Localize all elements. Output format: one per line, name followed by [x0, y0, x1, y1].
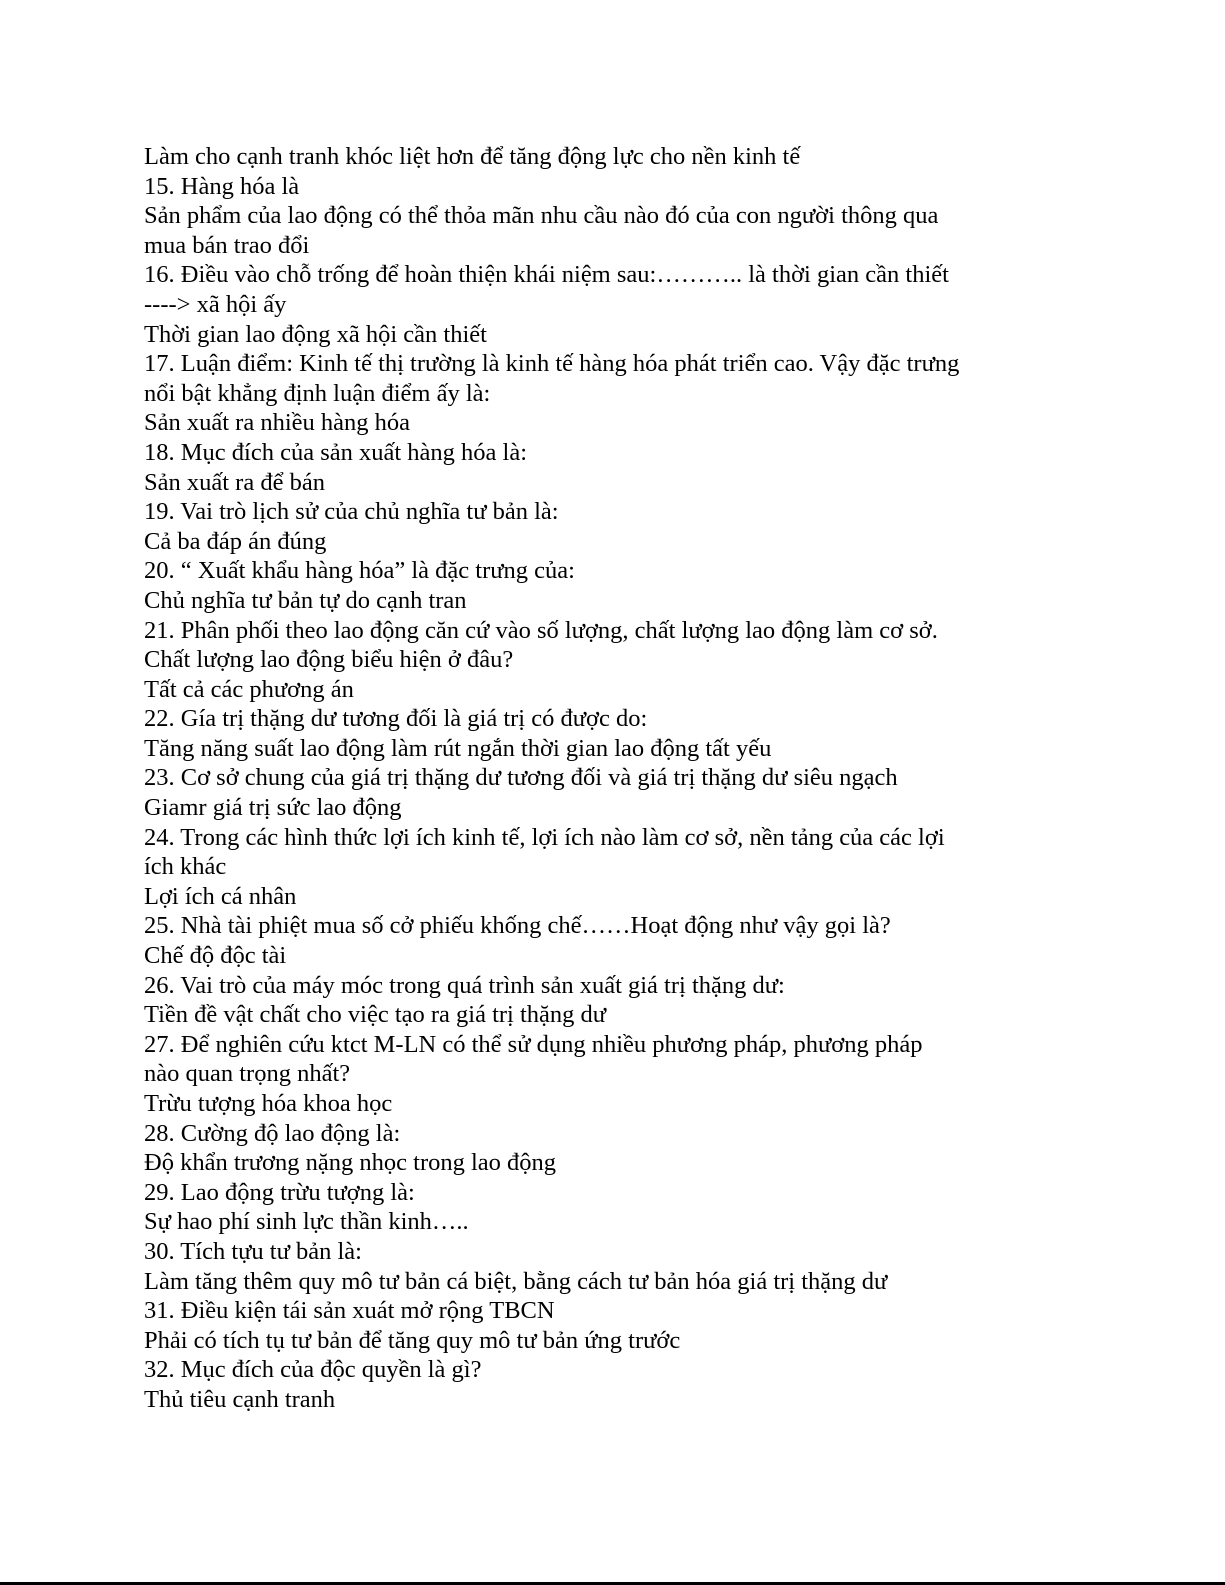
- question-line: 19. Vai trò lịch sử của chủ nghĩa tư bản là:: [144, 498, 559, 526]
- answer-line: Sản phẩm của lao động có thể thỏa mãn nhu cầu nào đó của con người thông qua: [144, 202, 939, 230]
- question-line: 30. Tích tựu tư bản là:: [144, 1237, 362, 1265]
- question-line: ích khác: [144, 853, 227, 881]
- document-body: [144, 142, 1024, 1415]
- question-line: 26. Vai trò của máy móc trong quá trình sản xuất giá trị thặng dư:: [144, 971, 785, 999]
- answer-line: Thủ tiêu cạnh tranh: [144, 1385, 336, 1413]
- answer-line: Chế độ độc tài: [144, 942, 287, 970]
- answer-line: Sản xuất ra để bán: [144, 468, 325, 496]
- answer-line: Tiền đề vật chất cho việc tạo ra giá trị thặng dư: [144, 1001, 607, 1029]
- answer-line: Độ khẩn trương nặng nhọc trong lao động: [144, 1149, 557, 1177]
- answer-line: Chủ nghĩa tư bản tự do cạnh tran: [144, 586, 467, 614]
- question-line: nổi bật khẳng định luận điểm ấy là:: [144, 379, 491, 407]
- answer-line: Cả ba đáp án đúng: [144, 527, 327, 555]
- question-line: 21. Phân phối theo lao động căn cứ vào số lượng, chất lượng lao động làm cơ sở.: [144, 616, 938, 644]
- answer-line: Sản xuất ra nhiều hàng hóa: [144, 409, 411, 437]
- question-line: 22. Gía trị thặng dư tương đối là giá trị có được do:: [144, 705, 648, 733]
- answer-line: mua bán trao đổi: [144, 231, 310, 259]
- question-line: ----> xã hội ấy: [144, 290, 287, 318]
- answer-line: Thời gian lao động xã hội cần thiết: [144, 320, 487, 348]
- question-line: 27. Để nghiên cứu ktct M-LN có thể sử dụng nhiều phương pháp, phương pháp: [144, 1030, 923, 1058]
- answer-line: Tăng năng suất lao động làm rút ngắn thời gian lao động tất yếu: [144, 734, 772, 762]
- answer-line: Tất cả các phương án: [144, 675, 354, 703]
- answer-line: Làm tăng thêm quy mô tư bản cá biệt, bằng cách tư bản hóa giá trị thặng dư: [144, 1267, 888, 1295]
- question-line: 31. Điều kiện tái sản xuát mở rộng TBCN: [144, 1297, 555, 1325]
- question-line: 16. Điều vào chỗ trống để hoàn thiện khái niệm sau:……….. là thời gian cần thiết: [144, 261, 949, 289]
- question-line: 23. Cơ sở chung của giá trị thặng dư tương đối và giá trị thặng dư siêu ngạch: [144, 764, 898, 792]
- answer-line: Giamr giá trị sức lao động: [144, 794, 402, 822]
- question-line: 29. Lao động trừu tượng là:: [144, 1178, 415, 1206]
- question-line: 17. Luận điểm: Kinh tế thị trường là kinh tế hàng hóa phát triển cao. Vậy đặc trưng: [144, 350, 960, 378]
- question-line: 18. Mục đích của sản xuất hàng hóa là:: [144, 438, 528, 466]
- answer-line: Trừu tượng hóa khoa học: [144, 1090, 393, 1117]
- answer-line: Lợi ích cá nhân: [144, 882, 297, 910]
- question-line: Chất lượng lao động biểu hiện ở đâu?: [144, 646, 514, 674]
- answer-line: Sự hao phí sinh lực thần kinh…..: [144, 1208, 469, 1236]
- text-line: Làm cho cạnh tranh khóc liệt hơn để tăng động lực cho nền kinh tế: [144, 143, 801, 170]
- question-line: 32. Mục đích của độc quyền là gì?: [144, 1356, 482, 1384]
- answer-line: Phải có tích tụ tư bản để tăng quy mô tư bản ứng trước: [144, 1326, 681, 1354]
- question-line: 15. Hàng hóa là: [144, 172, 300, 200]
- question-line: 20. “ Xuất khẩu hàng hóa” là đặc trưng của:: [144, 557, 575, 585]
- question-line: 28. Cường độ lao động là:: [144, 1119, 401, 1147]
- question-line: nào quan trọng nhất?: [144, 1060, 351, 1088]
- question-line: 24. Trong các hình thức lợi ích kinh tế, lợi ích nào làm cơ sở, nền tảng của các lợi: [144, 823, 945, 851]
- question-line: 25. Nhà tài phiệt mua số cở phiếu khống chế……Hoạt động như vậy gọi là?: [144, 912, 891, 940]
